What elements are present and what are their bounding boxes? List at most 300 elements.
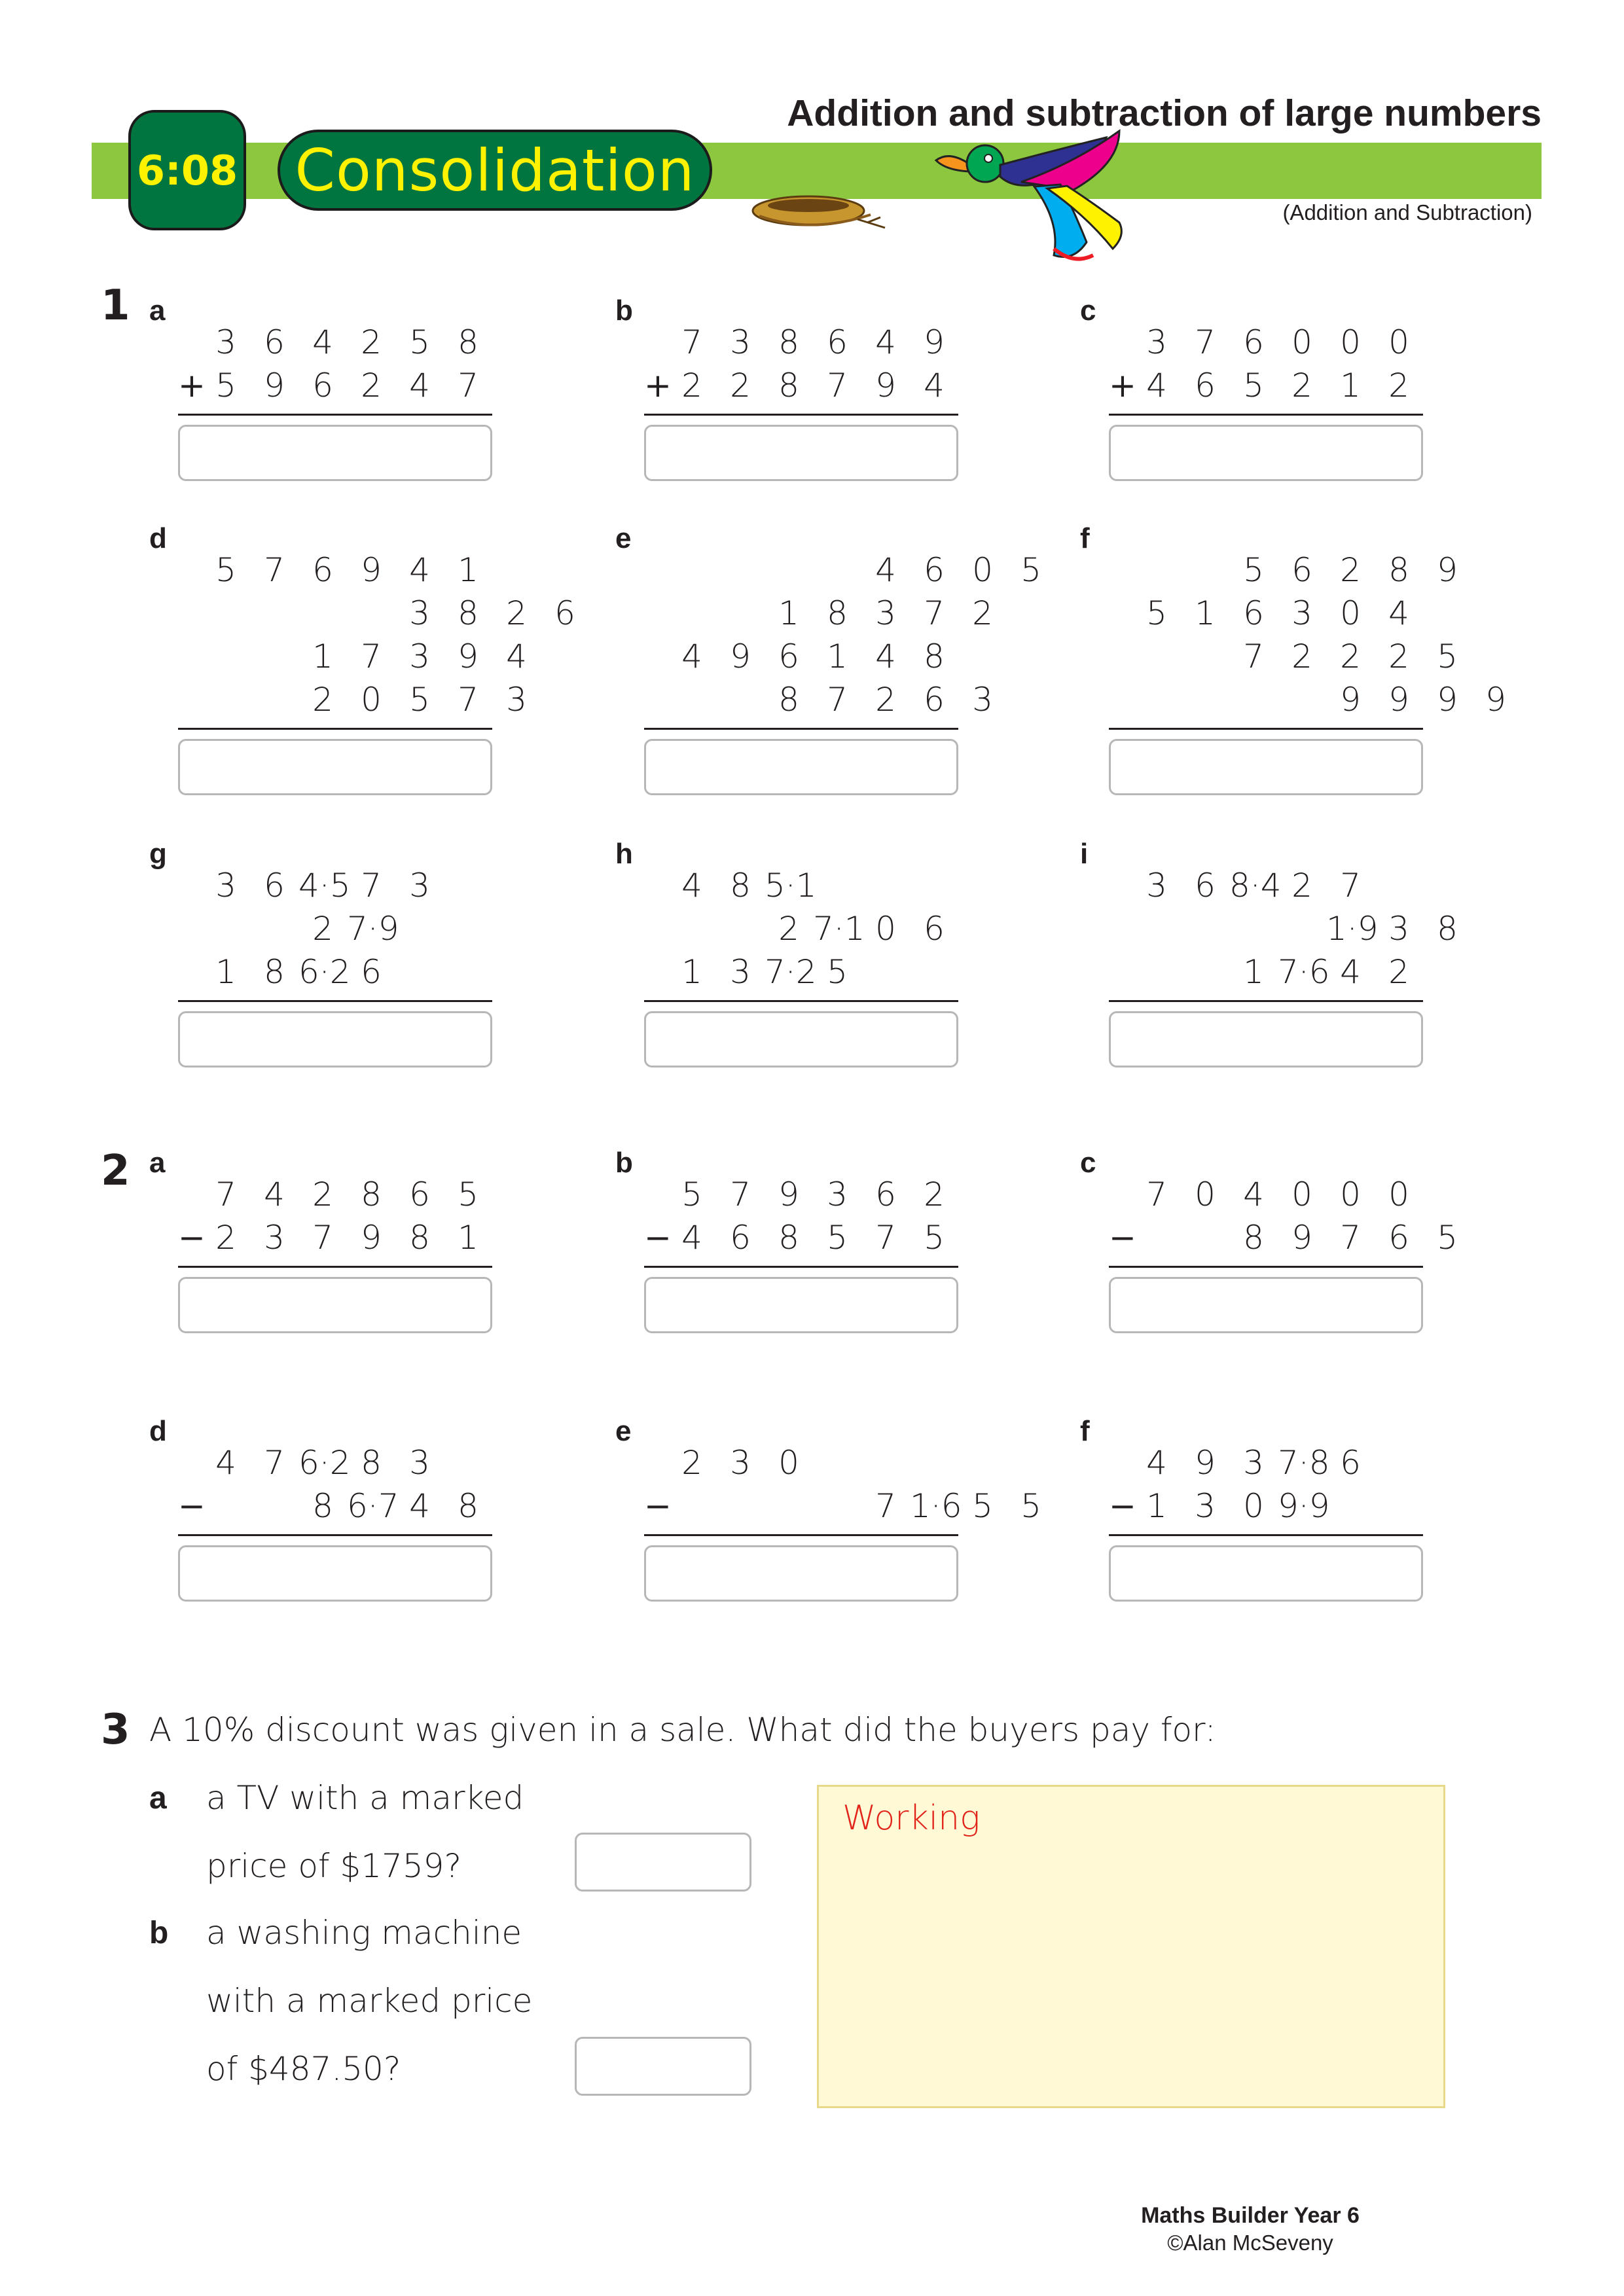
q2-problem-d bbox=[178, 1441, 492, 1602]
digit: 4 bbox=[409, 1487, 430, 1525]
q2-label-d: d bbox=[149, 1415, 167, 1447]
digit: 6·7 bbox=[347, 1487, 399, 1525]
page-title: Addition and subtraction of large numbers bbox=[787, 92, 1542, 134]
digit: 7 bbox=[215, 1175, 236, 1213]
number-row bbox=[178, 678, 527, 721]
number-row bbox=[644, 364, 958, 407]
digit: 0 bbox=[361, 681, 382, 719]
digit: 8 bbox=[1388, 551, 1409, 589]
digit: 6 bbox=[924, 681, 945, 719]
digit: 9 bbox=[1340, 681, 1361, 719]
answer-box[interactable] bbox=[178, 425, 492, 481]
section-title-pill bbox=[278, 130, 712, 211]
sum-rule bbox=[1109, 728, 1423, 730]
page-subtitle: (Addition and Subtraction) bbox=[1282, 200, 1532, 224]
digit: 7 bbox=[875, 1219, 896, 1257]
digit: 9 bbox=[1437, 551, 1458, 589]
sum-rule bbox=[644, 728, 958, 730]
digit: 0 bbox=[1340, 323, 1361, 361]
digit: 7 bbox=[1340, 1219, 1361, 1257]
nest-icon bbox=[746, 183, 890, 236]
part-a-label: a bbox=[149, 1781, 167, 1816]
digit: 6 bbox=[1243, 323, 1264, 361]
q1-label-i: i bbox=[1080, 838, 1089, 870]
digit: 7 bbox=[264, 551, 285, 589]
part-a-line-1: a TV with a marked bbox=[206, 1779, 524, 1817]
part-a-line-2: price of $1759? bbox=[206, 1847, 462, 1885]
digit: 7·8 bbox=[1278, 1444, 1330, 1482]
q1-problem-e bbox=[644, 548, 1041, 795]
digit: 4 bbox=[409, 367, 430, 404]
digit: 2 bbox=[924, 1175, 945, 1213]
sum-rule bbox=[178, 414, 492, 416]
digit: 0 bbox=[1388, 323, 1409, 361]
digit: 5 bbox=[215, 551, 236, 589]
digit: 8 bbox=[264, 953, 285, 991]
digit: 0 bbox=[1195, 1175, 1216, 1213]
q1-label-c: c bbox=[1080, 295, 1096, 327]
number-row bbox=[1109, 1216, 1458, 1259]
q2-problem-a bbox=[178, 1173, 492, 1333]
digit: 7 bbox=[827, 681, 848, 719]
digit: 0 bbox=[778, 1444, 799, 1482]
digit: 2 bbox=[361, 367, 382, 404]
footer-book-title: Maths Builder Year 6 bbox=[1141, 2203, 1360, 2228]
question-3-text: A 10% discount was given in a sale. What did the buyers pay for: bbox=[149, 1711, 1216, 1749]
digit: 3 bbox=[409, 1444, 430, 1482]
number-row bbox=[644, 548, 1041, 592]
sum-rule bbox=[1109, 1534, 1423, 1536]
digit: 8 bbox=[361, 1175, 382, 1213]
minus-sign: − bbox=[178, 1487, 206, 1525]
q2-label-a: a bbox=[149, 1147, 166, 1179]
digit: 0 bbox=[1243, 1487, 1264, 1525]
digit: 7 bbox=[361, 867, 382, 905]
number-row bbox=[178, 1484, 492, 1528]
digit: 7 bbox=[264, 1444, 285, 1482]
digit: 9 bbox=[1485, 681, 1506, 719]
number-row bbox=[1109, 364, 1423, 407]
working-area[interactable] bbox=[817, 1785, 1445, 2108]
digit: 9 bbox=[924, 323, 945, 361]
minus-sign: − bbox=[644, 1219, 672, 1257]
number-row bbox=[178, 1216, 492, 1259]
answer-box[interactable] bbox=[644, 1011, 958, 1067]
number-row bbox=[178, 1173, 492, 1216]
digit: 2 bbox=[312, 910, 333, 948]
digit: 2 bbox=[681, 367, 702, 404]
minus-sign: − bbox=[178, 1219, 206, 1257]
plus-sign: + bbox=[1109, 367, 1136, 404]
digit: 2 bbox=[681, 1444, 702, 1482]
q2-label-c: c bbox=[1080, 1147, 1096, 1179]
digit: 9·9 bbox=[1278, 1487, 1330, 1525]
question-number-3: 3 bbox=[101, 1706, 130, 1754]
digit: 8 bbox=[458, 594, 478, 632]
digit: 5 bbox=[681, 1175, 702, 1213]
digit: 1 bbox=[1146, 1487, 1167, 1525]
digit: 3 bbox=[409, 594, 430, 632]
digit: 2 bbox=[1340, 637, 1361, 675]
digit: 3 bbox=[730, 953, 751, 991]
q1-problem-g bbox=[178, 864, 492, 1067]
digit: 5 bbox=[924, 1219, 945, 1257]
digit: 3 bbox=[1291, 594, 1312, 632]
digit: 1 bbox=[1195, 594, 1216, 632]
q1-problem-i bbox=[1109, 864, 1458, 1067]
digit: 4 bbox=[215, 1444, 236, 1482]
digit: 2 bbox=[312, 1175, 333, 1213]
plus-sign: + bbox=[178, 367, 206, 404]
answer-box[interactable] bbox=[178, 1011, 492, 1067]
digit: 5 bbox=[1020, 1487, 1041, 1525]
digit: 9 bbox=[264, 367, 285, 404]
number-row bbox=[178, 592, 575, 635]
digit: 0 bbox=[875, 910, 896, 948]
digit: 6 bbox=[924, 910, 945, 948]
digit: 4 bbox=[875, 323, 896, 361]
digit: 4 bbox=[409, 551, 430, 589]
digit: 5 bbox=[1437, 1219, 1458, 1257]
digit: 2 bbox=[1388, 367, 1409, 404]
digit: 9 bbox=[778, 1175, 799, 1213]
answer-box[interactable] bbox=[644, 1545, 958, 1602]
digit: 5 bbox=[1020, 551, 1041, 589]
digit: 6 bbox=[554, 594, 575, 632]
q2-problem-c bbox=[1109, 1173, 1458, 1333]
digit: 9 bbox=[1195, 1444, 1216, 1482]
digit: 4 bbox=[681, 867, 702, 905]
number-row bbox=[644, 1216, 958, 1259]
digit: 6 bbox=[827, 323, 848, 361]
digit: 6 bbox=[1195, 367, 1216, 404]
q1-label-a: a bbox=[149, 295, 166, 327]
digit: 1 bbox=[458, 1219, 478, 1257]
answer-box[interactable] bbox=[178, 1545, 492, 1602]
section-title: Consolidation bbox=[295, 136, 695, 204]
number-row bbox=[644, 950, 958, 994]
part-b-line-3: of $487.50? bbox=[206, 2050, 401, 2088]
digit: 8 bbox=[458, 323, 478, 361]
digit: 6 bbox=[778, 637, 799, 675]
digit: 6·2 bbox=[298, 1444, 351, 1482]
digit: 4 bbox=[1388, 594, 1409, 632]
digit: 1 bbox=[778, 594, 799, 632]
q1-label-d: d bbox=[149, 522, 167, 554]
digit: 2 bbox=[361, 323, 382, 361]
digit: 7 bbox=[681, 323, 702, 361]
number-row bbox=[1109, 907, 1458, 950]
q1-problem-h bbox=[644, 864, 958, 1067]
working-label: Working bbox=[842, 1799, 981, 1838]
bird-icon bbox=[923, 124, 1139, 268]
digit: 5 bbox=[409, 681, 430, 719]
digit: 1 bbox=[681, 953, 702, 991]
sum-rule bbox=[644, 1266, 958, 1268]
digit: 8 bbox=[409, 1219, 430, 1257]
digit: 7·2 bbox=[765, 953, 817, 991]
digit: 2 bbox=[1291, 367, 1312, 404]
question-number-1: 1 bbox=[101, 281, 130, 330]
digit: 7·1 bbox=[813, 910, 865, 948]
answer-box[interactable] bbox=[1109, 1545, 1423, 1602]
section-code: 6:08 bbox=[136, 146, 238, 194]
digit: 3 bbox=[730, 323, 751, 361]
digit: 9 bbox=[875, 367, 896, 404]
digit: 3 bbox=[1388, 910, 1409, 948]
digit: 7 bbox=[1243, 637, 1264, 675]
minus-sign: − bbox=[1109, 1219, 1136, 1257]
digit: 5 bbox=[409, 323, 430, 361]
digit: 6 bbox=[264, 323, 285, 361]
answer-box-3a[interactable] bbox=[575, 1833, 751, 1892]
digit: 5 bbox=[827, 953, 848, 991]
digit: 7·6 bbox=[1278, 953, 1330, 991]
digit: 9 bbox=[1388, 681, 1409, 719]
part-b-label: b bbox=[149, 1916, 169, 1950]
digit: 5 bbox=[972, 1487, 993, 1525]
sum-rule bbox=[1109, 414, 1423, 416]
digit: 3 bbox=[409, 637, 430, 675]
digit: 3 bbox=[1146, 867, 1167, 905]
digit: 2 bbox=[730, 367, 751, 404]
digit: 5 bbox=[458, 1175, 478, 1213]
digit: 7 bbox=[730, 1175, 751, 1213]
number-row bbox=[178, 364, 492, 407]
digit: 6 bbox=[264, 867, 285, 905]
q2-label-b: b bbox=[615, 1147, 633, 1179]
digit: 5 bbox=[1243, 367, 1264, 404]
digit: 1 bbox=[215, 953, 236, 991]
sum-rule bbox=[644, 1534, 958, 1536]
digit: 9 bbox=[361, 551, 382, 589]
number-row bbox=[644, 1484, 1041, 1528]
digit: 7 bbox=[875, 1487, 896, 1525]
plus-sign: + bbox=[644, 367, 672, 404]
number-row bbox=[644, 635, 958, 678]
number-row bbox=[178, 1441, 492, 1484]
part-b-line-2: with a marked price bbox=[206, 1982, 533, 2020]
digit: 0 bbox=[1291, 1175, 1312, 1213]
number-row bbox=[178, 864, 492, 907]
digit: 2 bbox=[1340, 551, 1361, 589]
answer-box-3b[interactable] bbox=[575, 2037, 751, 2096]
digit: 2 bbox=[778, 910, 799, 948]
digit: 1·6 bbox=[910, 1487, 962, 1525]
number-row bbox=[1109, 1484, 1423, 1528]
number-row bbox=[644, 592, 993, 635]
digit: 3 bbox=[875, 594, 896, 632]
digit: 9 bbox=[458, 637, 478, 675]
section-code-badge bbox=[128, 110, 246, 230]
answer-box[interactable] bbox=[1109, 1277, 1423, 1333]
digit: 3 bbox=[506, 681, 527, 719]
q2-problem-b bbox=[644, 1173, 958, 1333]
number-row bbox=[178, 548, 492, 592]
sum-rule bbox=[178, 1000, 492, 1002]
digit: 8 bbox=[1437, 910, 1458, 948]
digit: 0 bbox=[1388, 1175, 1409, 1213]
digit: 1 bbox=[827, 637, 848, 675]
digit: 9 bbox=[1291, 1219, 1312, 1257]
digit: 5 bbox=[1437, 637, 1458, 675]
digit: 7 bbox=[1340, 867, 1361, 905]
digit: 0 bbox=[1340, 594, 1361, 632]
sum-rule bbox=[1109, 1266, 1423, 1268]
digit: 7 bbox=[458, 681, 478, 719]
digit: 1·9 bbox=[1326, 910, 1379, 948]
number-row bbox=[644, 1441, 958, 1484]
sum-rule bbox=[178, 1266, 492, 1268]
minus-sign: − bbox=[644, 1487, 672, 1525]
q1-problem-a bbox=[178, 321, 492, 481]
number-row bbox=[1109, 592, 1423, 635]
digit: 8 bbox=[778, 1219, 799, 1257]
digit: 3 bbox=[1195, 1487, 1216, 1525]
number-row bbox=[178, 950, 492, 994]
digit: 4 bbox=[924, 367, 945, 404]
digit: 2 bbox=[1291, 637, 1312, 675]
answer-box[interactable] bbox=[644, 1277, 958, 1333]
digit: 3 bbox=[215, 323, 236, 361]
digit: 8 bbox=[778, 323, 799, 361]
answer-box[interactable] bbox=[644, 425, 958, 481]
digit: 8 bbox=[312, 1487, 333, 1525]
digit: 7 bbox=[312, 1219, 333, 1257]
digit: 4 bbox=[875, 551, 896, 589]
digit: 6 bbox=[312, 551, 333, 589]
digit: 3 bbox=[972, 681, 993, 719]
minus-sign: − bbox=[1109, 1487, 1136, 1525]
digit: 6 bbox=[730, 1219, 751, 1257]
digit: 0 bbox=[972, 551, 993, 589]
digit: 8 bbox=[778, 367, 799, 404]
q1-label-g: g bbox=[149, 838, 167, 870]
digit: 0 bbox=[1291, 323, 1312, 361]
digit: 3 bbox=[730, 1444, 751, 1482]
number-row bbox=[1109, 678, 1506, 721]
digit: 4 bbox=[681, 1219, 702, 1257]
digit: 7 bbox=[924, 594, 945, 632]
digit: 9 bbox=[361, 1219, 382, 1257]
digit: 4 bbox=[1340, 953, 1361, 991]
digit: 2 bbox=[1291, 867, 1312, 905]
digit: 4 bbox=[264, 1175, 285, 1213]
digit: 4 bbox=[506, 637, 527, 675]
digit: 5 bbox=[1243, 551, 1264, 589]
footer-copyright: ©Alan McSeveny bbox=[1167, 2231, 1333, 2255]
digit: 7 bbox=[827, 367, 848, 404]
digit: 4 bbox=[681, 637, 702, 675]
number-row bbox=[1109, 321, 1423, 364]
digit: 1 bbox=[458, 551, 478, 589]
digit: 8 bbox=[458, 1487, 478, 1525]
digit: 6·2 bbox=[298, 953, 351, 991]
digit: 4 bbox=[1243, 1175, 1264, 1213]
sum-rule bbox=[1109, 1000, 1423, 1002]
digit: 3 bbox=[827, 1175, 848, 1213]
digit: 3 bbox=[264, 1219, 285, 1257]
number-row bbox=[1109, 1173, 1423, 1216]
digit: 7 bbox=[1146, 1175, 1167, 1213]
digit: 4 bbox=[312, 323, 333, 361]
sum-rule bbox=[178, 728, 492, 730]
digit: 6 bbox=[875, 1175, 896, 1213]
answer-box[interactable] bbox=[1109, 1011, 1423, 1067]
digit: 5 bbox=[827, 1219, 848, 1257]
digit: 6 bbox=[312, 367, 333, 404]
answer-box[interactable] bbox=[178, 739, 492, 795]
answer-box[interactable] bbox=[178, 1277, 492, 1333]
digit: 0 bbox=[1340, 1175, 1361, 1213]
digit: 7 bbox=[361, 637, 382, 675]
q1-problem-f bbox=[1109, 548, 1506, 795]
digit: 2 bbox=[506, 594, 527, 632]
digit: 3 bbox=[409, 867, 430, 905]
digit: 6 bbox=[1291, 551, 1312, 589]
digit: 8 bbox=[924, 637, 945, 675]
q2-problem-e bbox=[644, 1441, 1041, 1602]
number-row bbox=[1109, 864, 1423, 907]
digit: 8 bbox=[778, 681, 799, 719]
digit: 1 bbox=[312, 637, 333, 675]
digit: 6 bbox=[1340, 1444, 1361, 1482]
digit: 5·1 bbox=[765, 867, 817, 905]
digit: 5 bbox=[1146, 594, 1167, 632]
digit: 7·9 bbox=[347, 910, 399, 948]
q1-label-h: h bbox=[615, 838, 633, 870]
answer-box[interactable] bbox=[644, 739, 958, 795]
digit: 3 bbox=[215, 867, 236, 905]
digit: 2 bbox=[1388, 953, 1409, 991]
q1-label-e: e bbox=[615, 522, 632, 554]
digit: 6 bbox=[1388, 1219, 1409, 1257]
answer-box[interactable] bbox=[1109, 425, 1423, 481]
q2-problem-f bbox=[1109, 1441, 1423, 1602]
part-b-line-1: a washing machine bbox=[206, 1914, 522, 1952]
digit: 2 bbox=[312, 681, 333, 719]
q1-problem-d bbox=[178, 548, 575, 795]
number-row bbox=[178, 635, 527, 678]
digit: 3 bbox=[1243, 1444, 1264, 1482]
number-row bbox=[1109, 950, 1423, 994]
digit: 2 bbox=[215, 1219, 236, 1257]
digit: 1 bbox=[1243, 953, 1264, 991]
digit: 2 bbox=[972, 594, 993, 632]
q2-label-e: e bbox=[615, 1415, 632, 1447]
question-number-2: 2 bbox=[101, 1147, 130, 1195]
digit: 7 bbox=[458, 367, 478, 404]
q1-problem-b bbox=[644, 321, 958, 481]
number-row bbox=[178, 907, 492, 950]
digit: 7 bbox=[1195, 323, 1216, 361]
number-row bbox=[1109, 1441, 1423, 1484]
digit: 2 bbox=[875, 681, 896, 719]
sum-rule bbox=[644, 414, 958, 416]
number-row bbox=[1109, 548, 1458, 592]
digit: 3 bbox=[1146, 323, 1167, 361]
answer-box[interactable] bbox=[1109, 739, 1423, 795]
number-row bbox=[178, 321, 492, 364]
digit: 6 bbox=[1195, 867, 1216, 905]
sum-rule bbox=[178, 1534, 492, 1536]
digit: 1 bbox=[1340, 367, 1361, 404]
number-row bbox=[1109, 635, 1458, 678]
number-row bbox=[644, 321, 958, 364]
number-row bbox=[644, 907, 958, 950]
digit: 8 bbox=[730, 867, 751, 905]
digit: 6 bbox=[924, 551, 945, 589]
